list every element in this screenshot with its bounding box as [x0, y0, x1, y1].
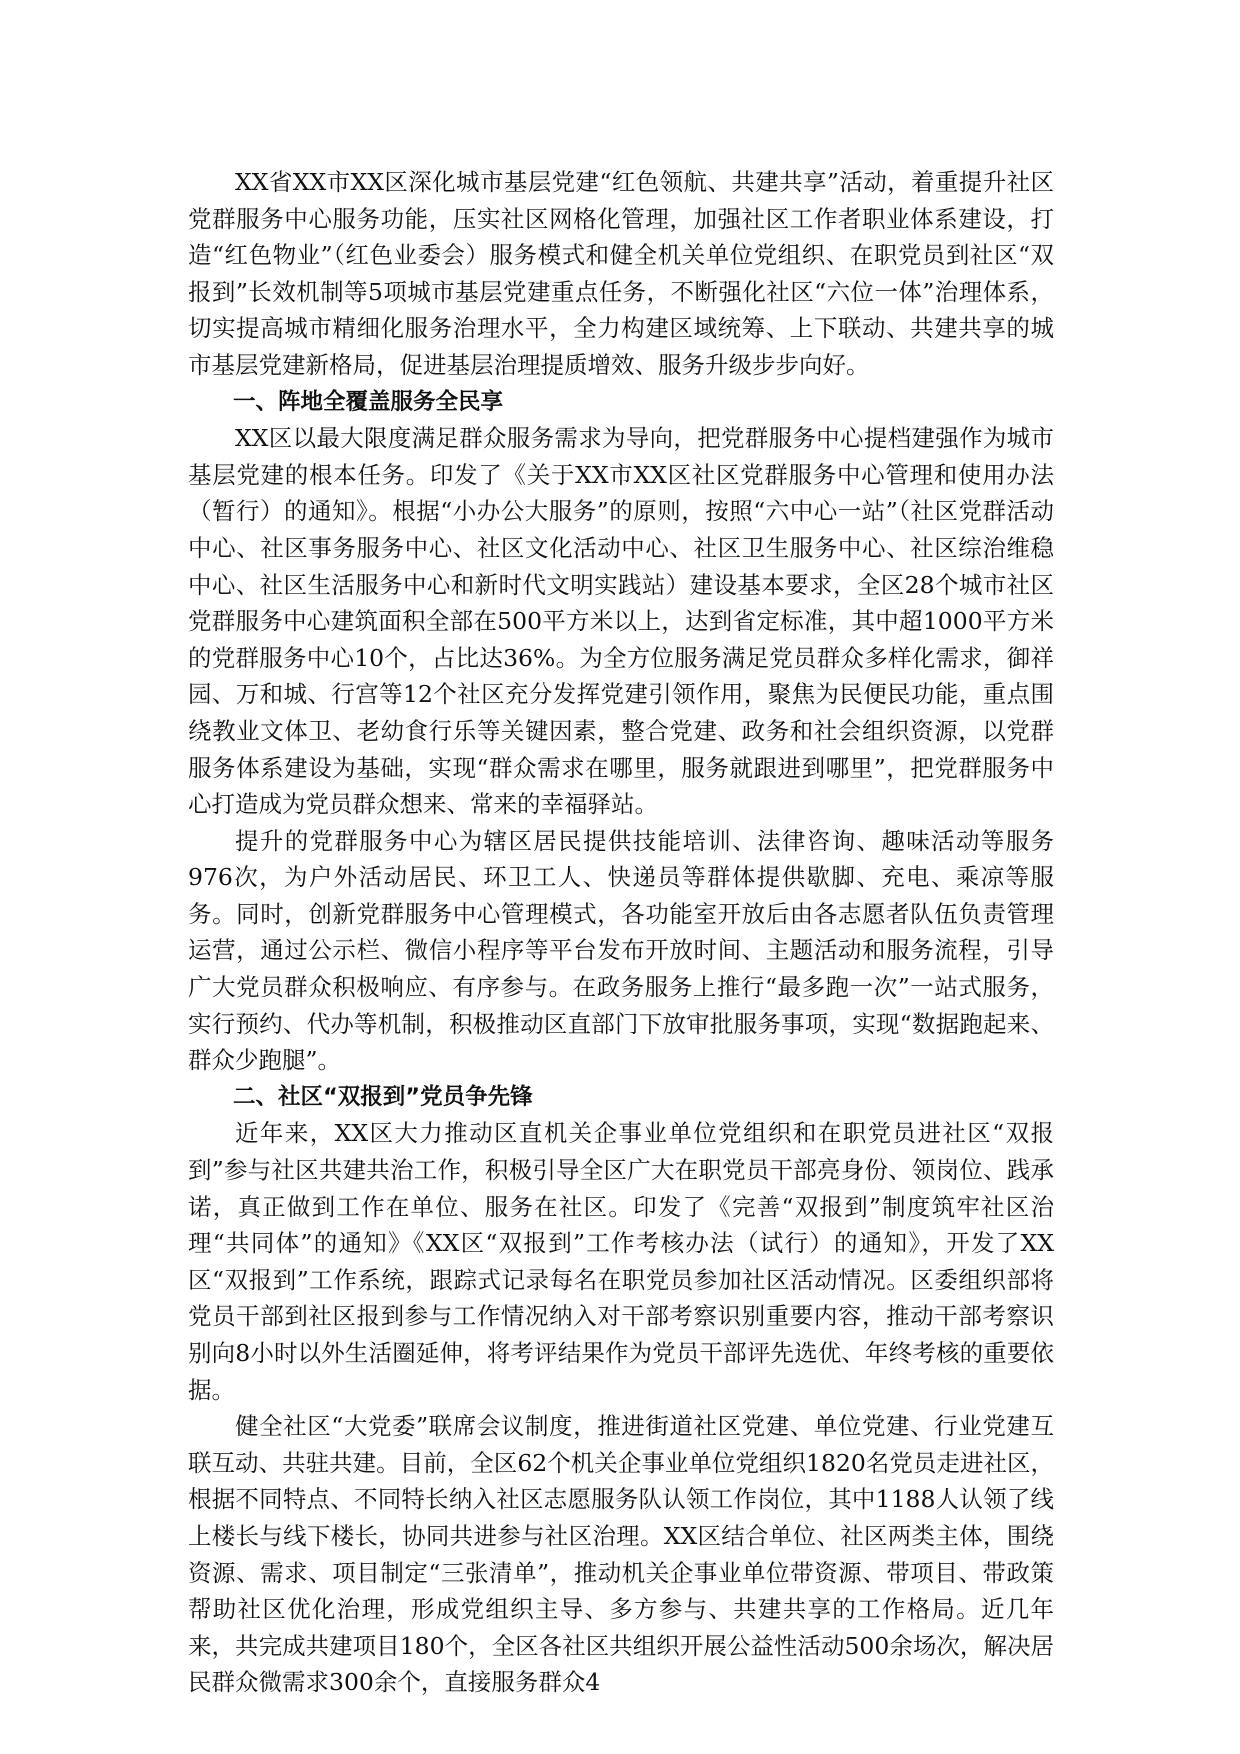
section-2-paragraph-2: 健全社区“大党委”联席会议制度，推进街道社区党建、单位党建、行业党建互联互动、共驻共建。目前，全区62个机关企事业单位党组织1820名党员走进社区，根据不同特点、不同特长纳入社区志愿服务队认领工作岗位，其中1188人认领了线上楼长与线下楼长，协同共进参与社区治理。XX区结合单位、社区两类主体，围绕资源、需求、项目制定“三张清单”，推动机关企事业单位带资源、带项目、带政策帮助社区优化治理，形成党组织主导、多方参与、共建共享的工作格局。近几年来，共完成共建项目180个，全区各社区共组织开展公益性活动500余场次，解决居民群众微需求300余个，直接服务群众4 — [188, 1412, 1054, 1697]
intro-paragraph: XX省XX市XX区深化城市基层党建“红色领航、共建共享”活动，着重提升社区党群服务中心服务功能，压实社区网格化管理，加强社区工作者职业体系建设，打造“红色物业”（红色业委会）服务模式和健全机关单位党组织、在职党员到社区“双报到”长效机制等5项城市基层党建重点任务，不断强化社区“六位一体”治理体系，切实提高城市精细化服务治理水平，全力构建区域统筹、上下联动、共建共享的城市基层党建新格局，促进基层治理提质增效、服务升级步步向好。 — [188, 168, 1054, 379]
section-1-paragraph-1: XX区以最大限度满足群众服务需求为导向，把党群服务中心提档建强作为城市基层党建的根本任务。印发了《关于XX市XX区社区党群服务中心管理和使用办法（暂行）的通知》。根据“小办公大服务”的原则，按照“六中心一站”（社区党群活动中心、社区事务服务中心、社区文化活动中心、社区卫生服务中心、社区综治维稳中心、社区生活服务中心和新时代文明实践站）建设基本要求，全区28个城市社区党群服务中心建筑面积全部在500平方米以上，达到省定标准，其中超1000平方米的党群服务中心10个，占比达36%。为全方位服务满足党员群众多样化需求，御祥园、万和城、行宫等12个社区充分发挥党建引领作用，聚焦为民便民功能，重点围绕教业文体卫、老幼食行乐等关键因素，整合党建、政务和社会组织资源，以党群服务体系建设为基础，实现“群众需求在哪里，服务就跟进到哪里”，把党群服务中心打造成为党员群众想来、常来的幸福驿站。 — [188, 424, 1054, 819]
section-heading-1: 一、阵地全覆盖服务全民享 — [233, 388, 504, 415]
section-1-paragraph-2: 提升的党群服务中心为辖区居民提供技能培训、法律咨询、趣味活动等服务976次，为户外活动居民、环卫工人、快递员等群体提供歇脚、充电、乘凉等服务。同时，创新党群服务中心管理模式，各功能室开放后由各志愿者队伍负责管理运营，通过公示栏、微信小程序等平台发布开放时间、主题活动和服务流程，引导广大党员群众积极响应、有序参与。在政务服务上推行“最多跑一次”一站式服务，实行预约、代办等机制，积极推动区直部门下放审批服务事项，实现“数据跑起来、群众少跑腿”。 — [188, 826, 1054, 1075]
section-2-paragraph-1: 近年来，XX区大力推动区直机关企事业单位党组织和在职党员进社区“双报到”参与社区共建共治工作，积极引导全区广大在职党员干部亮身份、领岗位、践承诺，真正做到工作在单位、服务在社区。印发了《完善“双报到”制度筑牢社区治理“共同体”的通知》《XX区“双报到”工作考核办法（试行）的通知》，开发了XX区“双报到”工作系统，跟踪式记录每名在职党员参加社区活动情况。区委组织部将党员干部到社区报到参与工作情况纳入对干部考察识别重要内容，推动干部考察识别向8小时以外生活圈延伸，将考评结果作为党员干部评先选优、年终考核的重要依据。 — [188, 1119, 1054, 1404]
document-body — [188, 164, 1054, 1701]
section-heading-2: 二、社区“双报到”党员争先锋 — [233, 1083, 533, 1110]
